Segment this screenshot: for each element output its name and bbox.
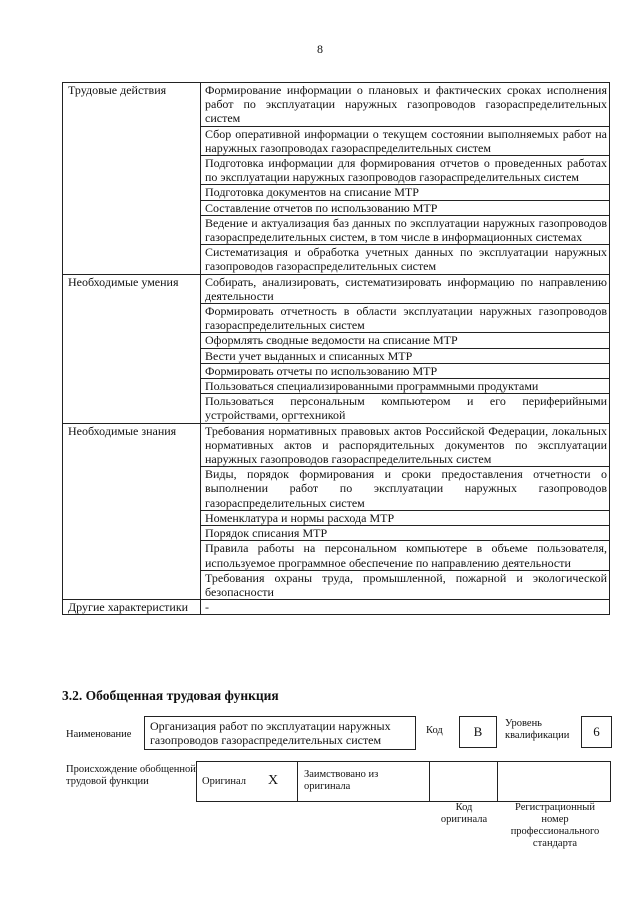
code-value: В (459, 716, 497, 748)
item-text: Пользоваться специализированными программными продуктами (201, 379, 610, 394)
item-text: Собирать, анализировать, систематизировать информацию по направлению деятельности (201, 274, 610, 303)
origin-divider (297, 762, 298, 801)
group-label: Необходимые знания (63, 423, 201, 599)
original-mark: X (268, 773, 279, 788)
item-text: Требования нормативных правовых актов Российской Федерации, локальных нормативных актов и распорядительных документов по эксплуатации наружных газопроводов газораспределительных систем (201, 423, 610, 467)
group-label: Необходимые умения (63, 274, 201, 423)
origin-divider (497, 762, 498, 801)
level-value: 6 (581, 716, 612, 748)
item-text: Пользоваться персональным компьютером и его периферийными устройствами, оргтехникой (201, 394, 610, 423)
item-text: Сбор оперативной информации о текущем состоянии выполняемых работ на наружных газопроводах газораспределительных систем (201, 126, 610, 155)
level-label: Уровень квалификации (505, 718, 570, 741)
item-text: - (201, 600, 610, 615)
code-original-label: Код оригинала (440, 802, 488, 825)
table-row (63, 423, 610, 467)
table-row (63, 83, 610, 127)
origin-divider (429, 762, 430, 801)
item-text: Формировать отчетность в области эксплуатации наружных газопроводов газораспределительных систем (201, 304, 610, 333)
item-text: Требования охраны труда, промышленной, пожарной и экологической безопасности (201, 570, 610, 599)
name-value-box (144, 716, 416, 750)
original-label: Оригинал (202, 776, 246, 787)
item-text: Подготовка документов на списание МТР (201, 185, 610, 200)
code-label: Код (426, 725, 443, 736)
table-row (63, 600, 610, 615)
origin-label: Происхождение обобщенной трудовой функции (66, 764, 196, 787)
item-text: Порядок списания МТР (201, 526, 610, 541)
name-label: Наименование (66, 729, 132, 740)
item-text: Формировать отчеты по использованию МТР (201, 363, 610, 378)
labor-function-table (62, 82, 610, 615)
item-text: Формирование информации о плановых и фактических сроках исполнения работ по эксплуатации наружных газопроводов газораспределительных систем (201, 83, 610, 127)
name-value: Организация работ по эксплуатации наружных газопроводов газораспределительных систем (150, 719, 391, 747)
group-label: Другие характеристики (63, 600, 201, 615)
item-text: Виды, порядок формирования и сроки предоставления отчетности о выполнении работ по эксплуатации наружных газопроводов газораспределительных систем (201, 467, 610, 511)
item-text: Ведение и актуализация баз данных по эксплуатации наружных газопроводов газораспределительных систем, в том числе в информационных системах (201, 215, 610, 244)
item-text: Составление отчетов по использованию МТР (201, 200, 610, 215)
page-number: 8 (317, 42, 323, 56)
section-title: 3.2. Обобщенная трудовая функция (62, 688, 279, 703)
reg-number-label: Регистрационный номер профессионального стандарта (510, 802, 600, 849)
group-label: Трудовые действия (63, 83, 201, 275)
borrowed-label: Заимствовано из оригинала (304, 769, 379, 792)
origin-table (196, 761, 611, 802)
item-text: Систематизация и обработка учетных данных по эксплуатации наружных газопроводов газораспределительных систем (201, 245, 610, 274)
item-text: Подготовка информации для формирования отчетов о проведенных работах по эксплуатации наружных газопроводов газораспределительных систем (201, 156, 610, 185)
item-text: Вести учет выданных и списанных МТР (201, 348, 610, 363)
item-text: Номенклатура и нормы расхода МТР (201, 510, 610, 525)
table-row (63, 274, 610, 303)
item-text: Правила работы на персональном компьютере в объеме пользователя, используемое программное обеспечение по направлению деятельности (201, 541, 610, 570)
item-text: Оформлять сводные ведомости на списание МТР (201, 333, 610, 348)
